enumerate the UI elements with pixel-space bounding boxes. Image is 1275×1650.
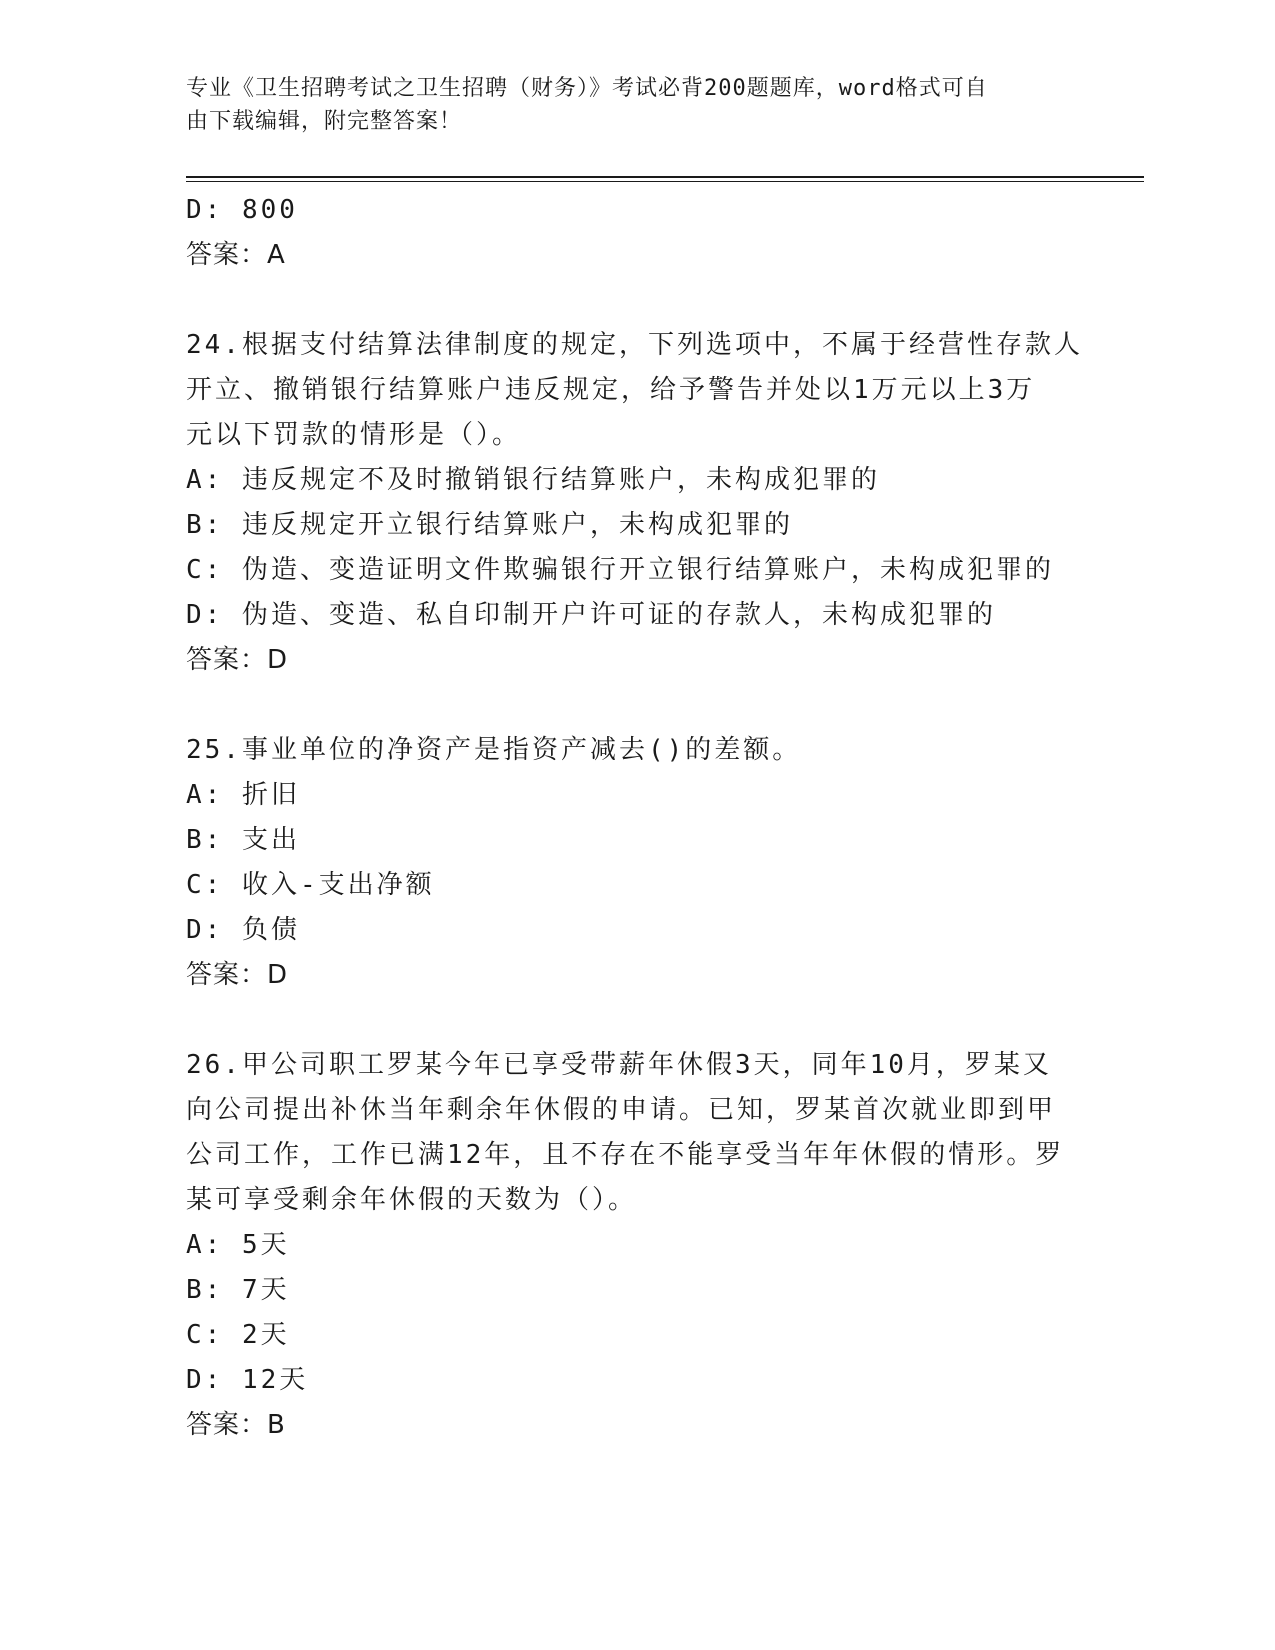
option-b: B: 7天 — [186, 1275, 290, 1305]
answer-line: 答案：A — [186, 240, 286, 270]
question-stem-line: 元以下罚款的情形是（）。 — [186, 420, 522, 450]
option-b: B: 支出 — [186, 825, 300, 855]
option-a: A: 5天 — [186, 1230, 290, 1260]
option-d: D: 负债 — [186, 915, 300, 945]
option-b: B: 违反规定开立银行结算账户，未构成犯罪的 — [186, 510, 793, 540]
question-content — [186, 188, 1086, 1448]
spacer — [186, 683, 1086, 728]
question-stem-line: 向公司提出补休当年剩余年休假的申请。已知，罗某首次就业即到甲 — [186, 1095, 1057, 1125]
question-stem-line: 开立、撤销银行结算账户违反规定，给予警告并处以1万元以上3万 — [186, 375, 1036, 405]
header-divider-thick — [186, 176, 1144, 178]
option-c: C: 收入-支出净额 — [186, 870, 435, 900]
spacer — [186, 998, 1086, 1043]
option-c: C: 2天 — [186, 1320, 290, 1350]
question-stem-line: 公司工作，工作已满12年，且不存在不能享受当年年休假的情形。罗 — [186, 1140, 1065, 1170]
question-stem-line: 26.甲公司职工罗某今年已享受带薪年休假3天，同年10月，罗某又 — [186, 1050, 1052, 1080]
header-title-line-1: 专业《卫生招聘考试之卫生招聘（财务）》考试必背200题题库，word格式可自 — [186, 76, 988, 101]
question-26 — [186, 1043, 1086, 1448]
answer-line: 答案：D — [186, 645, 289, 675]
prev-question-fragment — [186, 188, 1086, 278]
option-a: A: 违反规定不及时撤销银行结算账户，未构成犯罪的 — [186, 465, 880, 495]
answer-line: 答案：B — [186, 1410, 286, 1440]
spacer — [186, 278, 1086, 323]
question-stem-line: 25.事业单位的净资产是指资产减去()的差额。 — [186, 735, 802, 765]
option-a: A: 折旧 — [186, 780, 300, 810]
question-25 — [186, 728, 1086, 998]
option-d: D: 12天 — [186, 1365, 309, 1395]
question-stem-line: 24.根据支付结算法律制度的规定，下列选项中，不属于经营性存款人 — [186, 330, 1083, 360]
question-24 — [186, 323, 1086, 683]
option-c: C: 伪造、变造证明文件欺骗银行开立银行结算账户，未构成犯罪的 — [186, 555, 1054, 585]
header-title-line-2: 由下载编辑，附完整答案！ — [186, 109, 463, 134]
option-d: D: 伪造、变造、私自印制开户许可证的存款人，未构成犯罪的 — [186, 600, 996, 630]
document-header — [186, 72, 1066, 138]
header-divider-thin — [186, 181, 1144, 182]
option-d: D: 800 — [186, 195, 298, 225]
answer-line: 答案：D — [186, 960, 289, 990]
question-stem-line: 某可享受剩余年休假的天数为（）。 — [186, 1185, 638, 1215]
